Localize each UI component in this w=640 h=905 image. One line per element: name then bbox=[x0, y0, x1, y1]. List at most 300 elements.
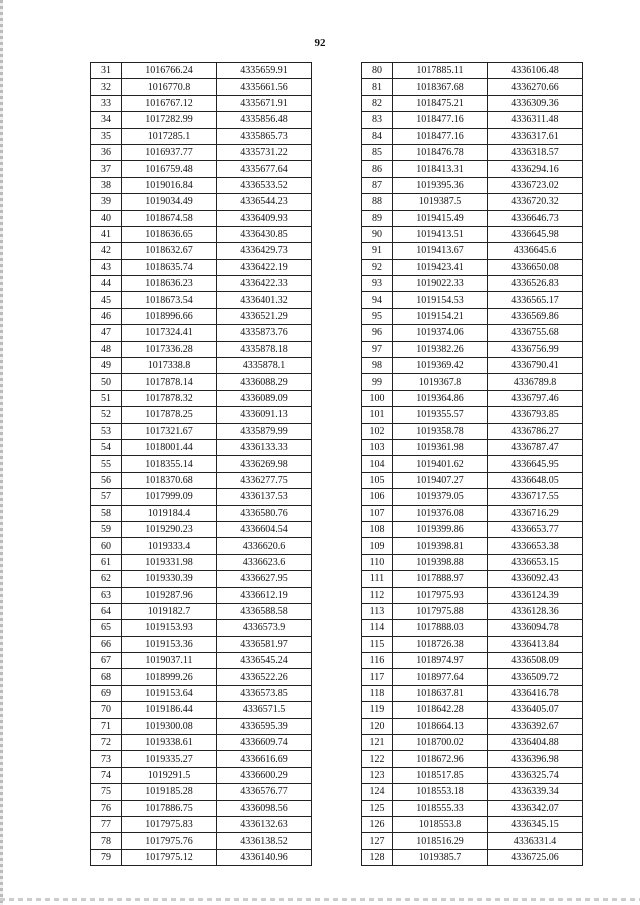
y-coordinate: 4336409.93 bbox=[217, 210, 312, 226]
point-number: 51 bbox=[91, 390, 122, 406]
x-coordinate: 1019369.42 bbox=[393, 358, 488, 374]
x-coordinate: 1016770.8 bbox=[122, 79, 217, 95]
y-coordinate: 4336270.66 bbox=[488, 79, 583, 95]
x-coordinate: 1017886.75 bbox=[122, 800, 217, 816]
x-coordinate: 1019153.93 bbox=[122, 620, 217, 636]
point-number: 104 bbox=[362, 456, 393, 472]
point-number: 73 bbox=[91, 751, 122, 767]
y-coordinate: 4336331.4 bbox=[488, 833, 583, 849]
x-coordinate: 1018370.68 bbox=[122, 472, 217, 488]
x-coordinate: 1018477.16 bbox=[393, 128, 488, 144]
y-coordinate: 4336623.6 bbox=[217, 554, 312, 570]
y-coordinate: 4336786.27 bbox=[488, 423, 583, 439]
table-row bbox=[91, 308, 312, 324]
y-coordinate: 4336325.74 bbox=[488, 767, 583, 783]
table-row bbox=[91, 603, 312, 619]
x-coordinate: 1019382.26 bbox=[393, 341, 488, 357]
point-number: 81 bbox=[362, 79, 393, 95]
x-coordinate: 1018996.66 bbox=[122, 308, 217, 324]
table-row bbox=[362, 325, 583, 341]
y-coordinate: 4335873.76 bbox=[217, 325, 312, 341]
table-row bbox=[91, 325, 312, 341]
x-coordinate: 1017878.32 bbox=[122, 390, 217, 406]
y-coordinate: 4335677.64 bbox=[217, 161, 312, 177]
x-coordinate: 1018477.16 bbox=[393, 112, 488, 128]
table-row bbox=[91, 669, 312, 685]
table-row bbox=[91, 554, 312, 570]
table-row bbox=[91, 800, 312, 816]
x-coordinate: 1019330.39 bbox=[122, 571, 217, 587]
point-number: 42 bbox=[91, 243, 122, 259]
point-number: 123 bbox=[362, 767, 393, 783]
y-coordinate: 4336616.69 bbox=[217, 751, 312, 767]
table-row bbox=[362, 79, 583, 95]
x-coordinate: 1019399.86 bbox=[393, 521, 488, 537]
table-row bbox=[362, 849, 583, 865]
x-coordinate: 1019361.98 bbox=[393, 439, 488, 455]
table-row bbox=[362, 472, 583, 488]
y-coordinate: 4335661.56 bbox=[217, 79, 312, 95]
table-row bbox=[362, 144, 583, 160]
x-coordinate: 1019407.27 bbox=[393, 472, 488, 488]
table-row bbox=[91, 374, 312, 390]
point-number: 53 bbox=[91, 423, 122, 439]
x-coordinate: 1018553.8 bbox=[393, 816, 488, 832]
table-row bbox=[362, 702, 583, 718]
x-coordinate: 1018642.28 bbox=[393, 702, 488, 718]
table-row bbox=[91, 472, 312, 488]
point-number: 111 bbox=[362, 571, 393, 587]
table-row bbox=[362, 226, 583, 242]
table-row bbox=[362, 653, 583, 669]
y-coordinate: 4336422.33 bbox=[217, 276, 312, 292]
y-coordinate: 4336650.08 bbox=[488, 259, 583, 275]
x-coordinate: 1019374.06 bbox=[393, 325, 488, 341]
table-row bbox=[362, 800, 583, 816]
y-coordinate: 4336128.36 bbox=[488, 603, 583, 619]
y-coordinate: 4336653.38 bbox=[488, 538, 583, 554]
point-number: 82 bbox=[362, 95, 393, 111]
table-row bbox=[362, 374, 583, 390]
point-number: 40 bbox=[91, 210, 122, 226]
y-coordinate: 4336508.09 bbox=[488, 653, 583, 669]
x-coordinate: 1019154.53 bbox=[393, 292, 488, 308]
y-coordinate: 4336793.85 bbox=[488, 407, 583, 423]
table-row bbox=[362, 390, 583, 406]
point-number: 37 bbox=[91, 161, 122, 177]
table-row bbox=[362, 636, 583, 652]
x-coordinate: 1019153.64 bbox=[122, 685, 217, 701]
point-number: 116 bbox=[362, 653, 393, 669]
x-coordinate: 1018700.02 bbox=[393, 735, 488, 751]
table-row bbox=[91, 685, 312, 701]
table-row bbox=[362, 554, 583, 570]
table-row bbox=[362, 571, 583, 587]
x-coordinate: 1018999.26 bbox=[122, 669, 217, 685]
x-coordinate: 1017878.25 bbox=[122, 407, 217, 423]
table-row bbox=[91, 784, 312, 800]
point-number: 100 bbox=[362, 390, 393, 406]
y-coordinate: 4336430.85 bbox=[217, 226, 312, 242]
x-coordinate: 1017888.03 bbox=[393, 620, 488, 636]
x-coordinate: 1018636.65 bbox=[122, 226, 217, 242]
x-coordinate: 1019415.49 bbox=[393, 210, 488, 226]
x-coordinate: 1017975.12 bbox=[122, 849, 217, 865]
point-number: 110 bbox=[362, 554, 393, 570]
point-number: 32 bbox=[91, 79, 122, 95]
x-coordinate: 1018636.23 bbox=[122, 276, 217, 292]
table-row bbox=[362, 784, 583, 800]
y-coordinate: 4336094.78 bbox=[488, 620, 583, 636]
point-number: 31 bbox=[91, 63, 122, 79]
point-number: 83 bbox=[362, 112, 393, 128]
coordinate-table-right bbox=[361, 62, 583, 866]
x-coordinate: 1019358.78 bbox=[393, 423, 488, 439]
x-coordinate: 1017975.83 bbox=[122, 816, 217, 832]
x-coordinate: 1019333.4 bbox=[122, 538, 217, 554]
x-coordinate: 1019364.86 bbox=[393, 390, 488, 406]
point-number: 92 bbox=[362, 259, 393, 275]
table-row bbox=[362, 276, 583, 292]
point-number: 52 bbox=[91, 407, 122, 423]
table-row bbox=[362, 407, 583, 423]
y-coordinate: 4336309.36 bbox=[488, 95, 583, 111]
y-coordinate: 4336645.98 bbox=[488, 226, 583, 242]
x-coordinate: 1019287.96 bbox=[122, 587, 217, 603]
x-coordinate: 1017321.67 bbox=[122, 423, 217, 439]
table-row bbox=[91, 521, 312, 537]
x-coordinate: 1017975.88 bbox=[393, 603, 488, 619]
table-row bbox=[362, 308, 583, 324]
table-row bbox=[91, 95, 312, 111]
point-number: 36 bbox=[91, 144, 122, 160]
table-row bbox=[362, 456, 583, 472]
x-coordinate: 1017888.97 bbox=[393, 571, 488, 587]
x-coordinate: 1019376.08 bbox=[393, 505, 488, 521]
point-number: 35 bbox=[91, 128, 122, 144]
x-coordinate: 1017878.14 bbox=[122, 374, 217, 390]
y-coordinate: 4336573.9 bbox=[217, 620, 312, 636]
x-coordinate: 1019182.7 bbox=[122, 603, 217, 619]
x-coordinate: 1018673.54 bbox=[122, 292, 217, 308]
point-number: 66 bbox=[91, 636, 122, 652]
point-number: 58 bbox=[91, 505, 122, 521]
x-coordinate: 1019037.11 bbox=[122, 653, 217, 669]
y-coordinate: 4336646.73 bbox=[488, 210, 583, 226]
table-row bbox=[91, 390, 312, 406]
x-coordinate: 1018367.68 bbox=[393, 79, 488, 95]
y-coordinate: 4336612.19 bbox=[217, 587, 312, 603]
x-coordinate: 1018672.96 bbox=[393, 751, 488, 767]
y-coordinate: 4336345.15 bbox=[488, 816, 583, 832]
table-row bbox=[91, 833, 312, 849]
y-coordinate: 4336311.48 bbox=[488, 112, 583, 128]
point-number: 87 bbox=[362, 177, 393, 193]
table-row bbox=[91, 177, 312, 193]
table-row bbox=[91, 767, 312, 783]
y-coordinate: 4336277.75 bbox=[217, 472, 312, 488]
point-number: 72 bbox=[91, 735, 122, 751]
x-coordinate: 1019398.88 bbox=[393, 554, 488, 570]
x-coordinate: 1017282.99 bbox=[122, 112, 217, 128]
y-coordinate: 4336653.77 bbox=[488, 521, 583, 537]
x-coordinate: 1018977.64 bbox=[393, 669, 488, 685]
table-row bbox=[362, 95, 583, 111]
table-row bbox=[362, 423, 583, 439]
y-coordinate: 4336422.19 bbox=[217, 259, 312, 275]
x-coordinate: 1017285.1 bbox=[122, 128, 217, 144]
y-coordinate: 4336565.17 bbox=[488, 292, 583, 308]
x-coordinate: 1018632.67 bbox=[122, 243, 217, 259]
table-row bbox=[91, 358, 312, 374]
x-coordinate: 1018974.97 bbox=[393, 653, 488, 669]
y-coordinate: 4336092.43 bbox=[488, 571, 583, 587]
point-number: 49 bbox=[91, 358, 122, 374]
table-row bbox=[91, 538, 312, 554]
point-number: 95 bbox=[362, 308, 393, 324]
table-row bbox=[91, 341, 312, 357]
point-number: 62 bbox=[91, 571, 122, 587]
point-number: 114 bbox=[362, 620, 393, 636]
y-coordinate: 4336645.6 bbox=[488, 243, 583, 259]
table-row bbox=[362, 292, 583, 308]
y-coordinate: 4336723.02 bbox=[488, 177, 583, 193]
y-coordinate: 4336318.57 bbox=[488, 144, 583, 160]
table-row bbox=[362, 816, 583, 832]
table-row bbox=[91, 718, 312, 734]
point-number: 94 bbox=[362, 292, 393, 308]
y-coordinate: 4336545.24 bbox=[217, 653, 312, 669]
x-coordinate: 1019355.57 bbox=[393, 407, 488, 423]
y-coordinate: 4336717.55 bbox=[488, 489, 583, 505]
y-coordinate: 4336413.84 bbox=[488, 636, 583, 652]
coordinate-table-left bbox=[90, 62, 312, 866]
point-number: 55 bbox=[91, 456, 122, 472]
table-row bbox=[362, 669, 583, 685]
point-number: 106 bbox=[362, 489, 393, 505]
y-coordinate: 4336720.32 bbox=[488, 194, 583, 210]
point-number: 93 bbox=[362, 276, 393, 292]
table-row bbox=[362, 685, 583, 701]
point-number: 90 bbox=[362, 226, 393, 242]
y-coordinate: 4336533.52 bbox=[217, 177, 312, 193]
point-number: 127 bbox=[362, 833, 393, 849]
table-row bbox=[91, 259, 312, 275]
x-coordinate: 1019331.98 bbox=[122, 554, 217, 570]
point-number: 47 bbox=[91, 325, 122, 341]
point-number: 57 bbox=[91, 489, 122, 505]
point-number: 38 bbox=[91, 177, 122, 193]
x-coordinate: 1018555.33 bbox=[393, 800, 488, 816]
table-row bbox=[362, 161, 583, 177]
table-row bbox=[362, 63, 583, 79]
x-coordinate: 1019291.5 bbox=[122, 767, 217, 783]
table-row bbox=[362, 259, 583, 275]
y-coordinate: 4336133.33 bbox=[217, 439, 312, 455]
x-coordinate: 1018664.13 bbox=[393, 718, 488, 734]
table-row bbox=[91, 571, 312, 587]
point-number: 54 bbox=[91, 439, 122, 455]
table-row bbox=[362, 505, 583, 521]
y-coordinate: 4336580.76 bbox=[217, 505, 312, 521]
x-coordinate: 1017975.76 bbox=[122, 833, 217, 849]
table-row bbox=[91, 620, 312, 636]
point-number: 124 bbox=[362, 784, 393, 800]
y-coordinate: 4336396.98 bbox=[488, 751, 583, 767]
point-number: 33 bbox=[91, 95, 122, 111]
y-coordinate: 4336581.97 bbox=[217, 636, 312, 652]
x-coordinate: 1018413.31 bbox=[393, 161, 488, 177]
table-row bbox=[91, 489, 312, 505]
y-coordinate: 4336140.96 bbox=[217, 849, 312, 865]
y-coordinate: 4335878.18 bbox=[217, 341, 312, 357]
table-row bbox=[91, 112, 312, 128]
y-coordinate: 4335865.73 bbox=[217, 128, 312, 144]
y-coordinate: 4336569.86 bbox=[488, 308, 583, 324]
y-coordinate: 4336269.98 bbox=[217, 456, 312, 472]
table-row bbox=[91, 128, 312, 144]
y-coordinate: 4336653.15 bbox=[488, 554, 583, 570]
point-number: 43 bbox=[91, 259, 122, 275]
x-coordinate: 1019153.36 bbox=[122, 636, 217, 652]
point-number: 109 bbox=[362, 538, 393, 554]
y-coordinate: 4336544.23 bbox=[217, 194, 312, 210]
x-coordinate: 1019022.33 bbox=[393, 276, 488, 292]
x-coordinate: 1019367.8 bbox=[393, 374, 488, 390]
point-number: 105 bbox=[362, 472, 393, 488]
point-number: 67 bbox=[91, 653, 122, 669]
y-coordinate: 4336573.85 bbox=[217, 685, 312, 701]
table-row bbox=[91, 194, 312, 210]
point-number: 96 bbox=[362, 325, 393, 341]
point-number: 77 bbox=[91, 816, 122, 832]
x-coordinate: 1019385.7 bbox=[393, 849, 488, 865]
point-number: 39 bbox=[91, 194, 122, 210]
y-coordinate: 4335878.1 bbox=[217, 358, 312, 374]
y-coordinate: 4336429.73 bbox=[217, 243, 312, 259]
point-number: 84 bbox=[362, 128, 393, 144]
table-row bbox=[362, 587, 583, 603]
point-number: 86 bbox=[362, 161, 393, 177]
x-coordinate: 1016767.12 bbox=[122, 95, 217, 111]
table-row bbox=[362, 521, 583, 537]
table-row bbox=[91, 276, 312, 292]
table-row bbox=[362, 603, 583, 619]
x-coordinate: 1018517.85 bbox=[393, 767, 488, 783]
y-coordinate: 4336317.61 bbox=[488, 128, 583, 144]
point-number: 65 bbox=[91, 620, 122, 636]
y-coordinate: 4336789.8 bbox=[488, 374, 583, 390]
y-coordinate: 4336588.58 bbox=[217, 603, 312, 619]
table-row bbox=[91, 849, 312, 865]
y-coordinate: 4335856.48 bbox=[217, 112, 312, 128]
x-coordinate: 1019423.41 bbox=[393, 259, 488, 275]
x-coordinate: 1019387.5 bbox=[393, 194, 488, 210]
point-number: 69 bbox=[91, 685, 122, 701]
point-number: 48 bbox=[91, 341, 122, 357]
table-row bbox=[362, 128, 583, 144]
y-coordinate: 4335659.91 bbox=[217, 63, 312, 79]
y-coordinate: 4336755.68 bbox=[488, 325, 583, 341]
x-coordinate: 1018726.38 bbox=[393, 636, 488, 652]
point-number: 46 bbox=[91, 308, 122, 324]
x-coordinate: 1018001.44 bbox=[122, 439, 217, 455]
y-coordinate: 4336627.95 bbox=[217, 571, 312, 587]
x-coordinate: 1019413.51 bbox=[393, 226, 488, 242]
y-coordinate: 4336405.07 bbox=[488, 702, 583, 718]
point-number: 79 bbox=[91, 849, 122, 865]
y-coordinate: 4335731.22 bbox=[217, 144, 312, 160]
point-number: 59 bbox=[91, 521, 122, 537]
point-number: 61 bbox=[91, 554, 122, 570]
point-number: 34 bbox=[91, 112, 122, 128]
x-coordinate: 1019186.44 bbox=[122, 702, 217, 718]
y-coordinate: 4336088.29 bbox=[217, 374, 312, 390]
table-row bbox=[91, 439, 312, 455]
y-coordinate: 4336137.53 bbox=[217, 489, 312, 505]
table-row bbox=[362, 538, 583, 554]
x-coordinate: 1019290.23 bbox=[122, 521, 217, 537]
x-coordinate: 1019379.05 bbox=[393, 489, 488, 505]
point-number: 103 bbox=[362, 439, 393, 455]
y-coordinate: 4336138.52 bbox=[217, 833, 312, 849]
x-coordinate: 1019395.36 bbox=[393, 177, 488, 193]
x-coordinate: 1019335.27 bbox=[122, 751, 217, 767]
x-coordinate: 1017336.28 bbox=[122, 341, 217, 357]
x-coordinate: 1019184.4 bbox=[122, 505, 217, 521]
x-coordinate: 1017975.93 bbox=[393, 587, 488, 603]
table-row bbox=[362, 243, 583, 259]
x-coordinate: 1019185.28 bbox=[122, 784, 217, 800]
x-coordinate: 1016766.24 bbox=[122, 63, 217, 79]
point-number: 98 bbox=[362, 358, 393, 374]
table-row bbox=[91, 587, 312, 603]
x-coordinate: 1019300.08 bbox=[122, 718, 217, 734]
table-row bbox=[362, 439, 583, 455]
point-number: 74 bbox=[91, 767, 122, 783]
point-number: 122 bbox=[362, 751, 393, 767]
point-number: 41 bbox=[91, 226, 122, 242]
y-coordinate: 4336725.06 bbox=[488, 849, 583, 865]
point-number: 89 bbox=[362, 210, 393, 226]
x-coordinate: 1018476.78 bbox=[393, 144, 488, 160]
table-row bbox=[362, 718, 583, 734]
x-coordinate: 1018635.74 bbox=[122, 259, 217, 275]
point-number: 102 bbox=[362, 423, 393, 439]
point-number: 45 bbox=[91, 292, 122, 308]
x-coordinate: 1018553.18 bbox=[393, 784, 488, 800]
page-number: 92 bbox=[314, 37, 326, 49]
y-coordinate: 4336522.26 bbox=[217, 669, 312, 685]
table-row bbox=[91, 210, 312, 226]
y-coordinate: 4336509.72 bbox=[488, 669, 583, 685]
point-number: 68 bbox=[91, 669, 122, 685]
point-number: 91 bbox=[362, 243, 393, 259]
point-number: 50 bbox=[91, 374, 122, 390]
y-coordinate: 4335671.91 bbox=[217, 95, 312, 111]
table-row bbox=[362, 358, 583, 374]
x-coordinate: 1018475.21 bbox=[393, 95, 488, 111]
table-row bbox=[91, 735, 312, 751]
table-row bbox=[91, 702, 312, 718]
table-row bbox=[91, 161, 312, 177]
table-row bbox=[91, 407, 312, 423]
point-number: 99 bbox=[362, 374, 393, 390]
point-number: 64 bbox=[91, 603, 122, 619]
point-number: 70 bbox=[91, 702, 122, 718]
table-row bbox=[91, 456, 312, 472]
y-coordinate: 4336339.34 bbox=[488, 784, 583, 800]
